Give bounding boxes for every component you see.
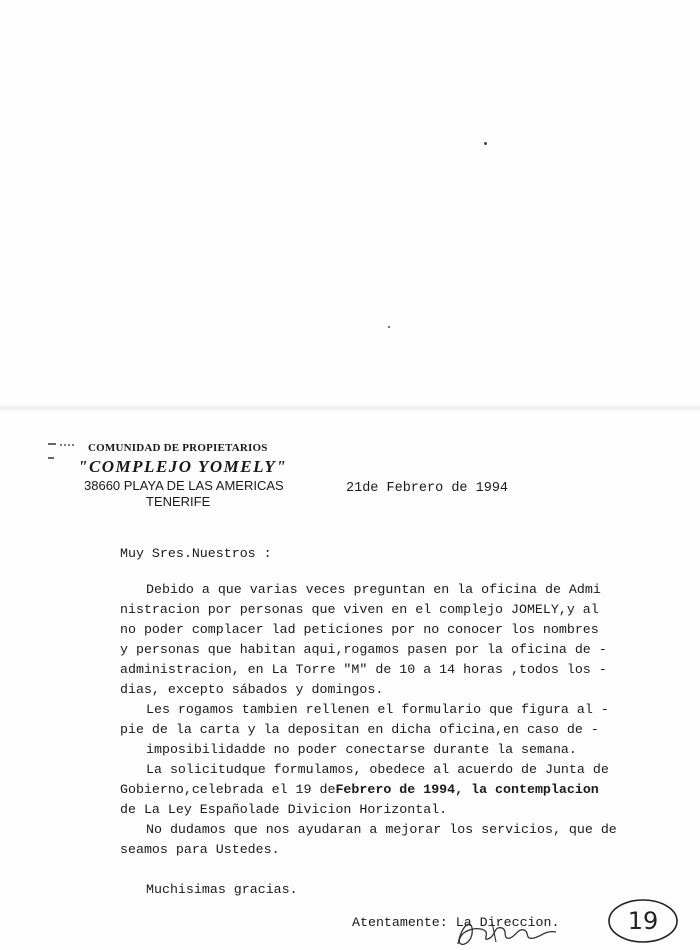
paper-fold-line bbox=[0, 404, 700, 412]
closing-line: Atentamente: La Direccion. bbox=[352, 915, 560, 930]
body-line: No dudamos que nos ayudaran a mejorar los servicios, que de bbox=[146, 822, 617, 837]
paper-speck bbox=[388, 326, 390, 328]
body-line: Les rogamos tambien rellenen el formulario que figura al - bbox=[146, 702, 609, 717]
body-line: dias, excepto sábados y domingos. bbox=[120, 682, 384, 697]
letter-date: 21de Febrero de 1994 bbox=[346, 481, 509, 496]
letterhead-complex-name: "COMPLEJO YOMELY" bbox=[78, 457, 288, 476]
handwritten-signature bbox=[452, 912, 562, 950]
body-line: administracion, en La Torre "M" de 10 a 14 horas ,todos los - bbox=[120, 662, 607, 677]
thanks-line: Muchisimas gracias. bbox=[146, 882, 298, 897]
body-line bbox=[120, 782, 599, 797]
letterhead-island: TENERIFE bbox=[146, 494, 211, 509]
letterhead-organization: COMUNIDAD DE PROPIETARIOS bbox=[88, 442, 268, 454]
body-line: imposibilidadde no poder conectarse durante la semana. bbox=[146, 742, 577, 757]
page-number: 19 bbox=[627, 907, 659, 935]
body-line: y personas que habitan aqui,rogamos pasen por la oficina de - bbox=[120, 642, 607, 657]
salutation: Muy Sres.Nuestros : bbox=[120, 546, 272, 561]
body-line: seamos para Ustedes. bbox=[120, 842, 280, 857]
body-line: pie de la carta y la depositan en dicha oficina,en caso de - bbox=[120, 722, 599, 737]
body-line: La solicitudque formulamos, obedece al acuerdo de Junta de bbox=[146, 762, 609, 777]
letterhead-address: 38660 PLAYA DE LAS AMERICAS bbox=[84, 478, 284, 493]
body-line: de La Ley Españolade Divicion Horizontal. bbox=[120, 802, 448, 817]
margin-marks bbox=[46, 440, 76, 474]
paper-speck bbox=[484, 142, 487, 145]
body-line: Debido a que varias veces preguntan en la oficina de Admi bbox=[146, 582, 601, 597]
page-number-circle bbox=[604, 895, 682, 945]
body-line: no poder complacer lad peticiones por no conocer los nombres bbox=[120, 622, 599, 637]
body-line-part-bold: Febrero de 1994, la contemplacion bbox=[335, 782, 599, 797]
body-line-part: Gobierno,celebrada el 19 de bbox=[120, 782, 336, 797]
body-line: nistracion por personas que viven en el complejo JOMELY,y al bbox=[120, 602, 599, 617]
